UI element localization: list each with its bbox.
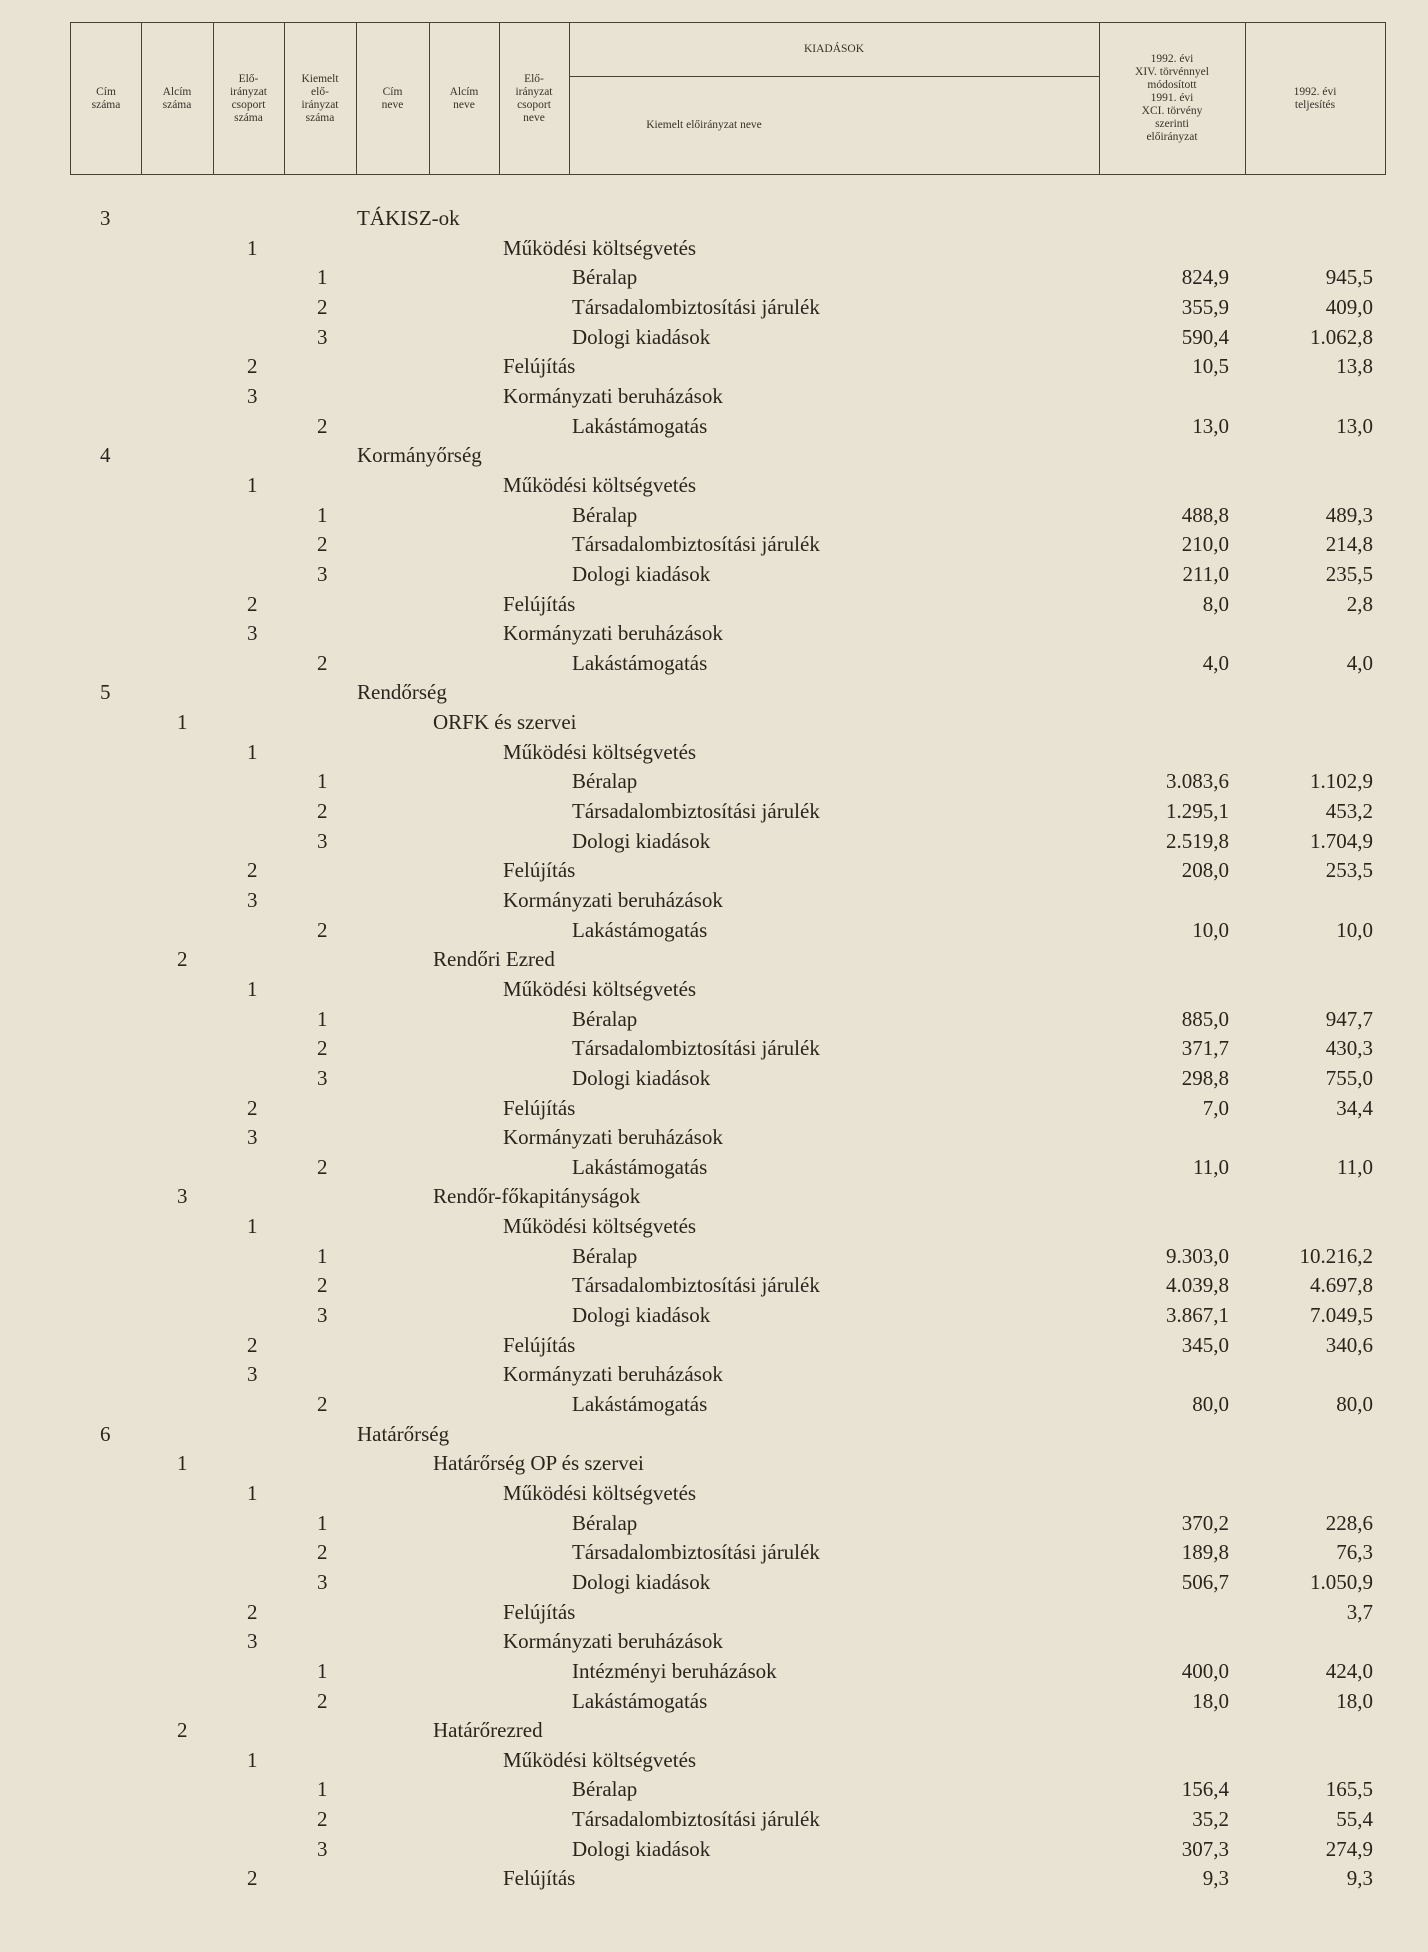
amount-1992: 235,5 xyxy=(1325,561,1373,586)
header-cim-szama: Cím száma xyxy=(91,85,121,111)
amount-1991: 156,4 xyxy=(1181,1777,1229,1802)
table-row xyxy=(0,945,1428,973)
amount-1992: 340,6 xyxy=(1325,1332,1373,1357)
row-number: 3 xyxy=(247,621,258,646)
row-number: 1 xyxy=(317,1510,328,1535)
row-name: Rendőrség xyxy=(357,680,447,705)
row-number: 3 xyxy=(317,1065,328,1090)
amount-1992: 4.697,8 xyxy=(1310,1273,1373,1298)
row-name: Működési költségvetés xyxy=(503,472,697,497)
row-name: Működési költségvetés xyxy=(503,976,697,1001)
row-number: 2 xyxy=(317,1540,328,1565)
amount-1991: 10,0 xyxy=(1192,917,1229,942)
amount-1992: 253,5 xyxy=(1325,858,1373,883)
amount-1991: 3.867,1 xyxy=(1166,1303,1229,1327)
table-row xyxy=(0,649,1428,677)
header-cim-neve: Cím neve xyxy=(381,85,404,111)
header-kiemelt-eloiranyzat-szama: Kiemelt elő- irányzat száma xyxy=(301,72,339,124)
row-number: 1 xyxy=(247,1747,258,1772)
amount-1991: 590,4 xyxy=(1181,324,1229,349)
table-row xyxy=(0,412,1428,440)
amount-1991: 8,0 xyxy=(1202,591,1229,616)
row-number: 1 xyxy=(247,472,258,497)
table-row xyxy=(0,797,1428,825)
row-name: Béralap xyxy=(572,1006,638,1031)
row-number: 3 xyxy=(247,1629,258,1654)
table-row xyxy=(0,827,1428,855)
row-name: Társadalombiztosítási járulék xyxy=(572,1540,820,1565)
amount-1992: 274,9 xyxy=(1325,1836,1373,1861)
row-name: Kormányzati beruházások xyxy=(503,621,723,646)
row-number: 2 xyxy=(317,1036,328,1061)
table-row xyxy=(0,1479,1428,1507)
header-kiemelt-eloiranyzat-neve: Kiemelt előirányzat neve xyxy=(646,118,762,131)
row-name: Határőrség xyxy=(357,1421,450,1446)
amount-1992: 165,5 xyxy=(1325,1777,1373,1802)
row-number: 3 xyxy=(100,206,111,230)
row-name: Felújítás xyxy=(503,1866,576,1891)
table-row xyxy=(0,471,1428,499)
amount-1991: 4.039,8 xyxy=(1166,1273,1229,1298)
table-row xyxy=(0,1005,1428,1033)
amount-1991: 211,0 xyxy=(1182,561,1229,586)
table-row xyxy=(0,1123,1428,1151)
row-number: 1 xyxy=(317,1006,328,1031)
amount-1992: 1.062,8 xyxy=(1310,324,1373,349)
row-name: Dologi kiadások xyxy=(572,1065,711,1090)
row-name: TÁKISZ-ok xyxy=(357,206,460,230)
table-row xyxy=(0,1360,1428,1388)
row-name: Lakástámogatás xyxy=(572,413,708,438)
table-row xyxy=(0,1153,1428,1181)
row-number: 1 xyxy=(317,265,328,290)
table-row xyxy=(0,708,1428,736)
amount-1991: 13,0 xyxy=(1192,413,1229,438)
row-number: 2 xyxy=(247,1332,258,1357)
table-row xyxy=(0,1301,1428,1329)
amount-1991: 2.519,8 xyxy=(1166,828,1229,853)
table-row xyxy=(0,1094,1428,1122)
row-name: Béralap xyxy=(572,265,638,290)
amount-1991: 400,0 xyxy=(1181,1658,1229,1683)
row-name: Felújítás xyxy=(503,1599,576,1624)
row-name: Működési költségvetés xyxy=(503,1214,697,1239)
table-row xyxy=(0,1835,1428,1863)
table-row xyxy=(0,975,1428,1003)
row-number: 2 xyxy=(317,1807,328,1832)
amount-1991: 4,0 xyxy=(1202,650,1229,675)
row-number: 2 xyxy=(317,532,328,557)
table-row xyxy=(0,234,1428,262)
amount-1992: 80,0 xyxy=(1336,1392,1373,1416)
amount-1991: 11,0 xyxy=(1193,1154,1229,1179)
table-row xyxy=(0,1805,1428,1833)
row-name: Felújítás xyxy=(503,354,576,379)
amount-1991: 208,0 xyxy=(1181,858,1229,883)
amount-1992: 947,7 xyxy=(1325,1006,1373,1031)
amount-1991: 7,0 xyxy=(1202,1095,1229,1120)
row-name: Határőrezred xyxy=(433,1718,543,1743)
amount-1991: 18,0 xyxy=(1192,1688,1229,1713)
row-number: 3 xyxy=(317,828,328,853)
row-name: Dologi kiadások xyxy=(572,324,711,349)
row-name: Intézményi beruházások xyxy=(572,1658,777,1683)
amount-1992: 945,5 xyxy=(1325,265,1373,290)
row-name: Működési költségvetés xyxy=(503,739,697,764)
amount-1992: 10.216,2 xyxy=(1299,1243,1373,1268)
header-alcim-neve: Alcím neve xyxy=(449,85,479,111)
row-name: Társadalombiztosítási járulék xyxy=(572,1807,820,1832)
amount-1991: 35,2 xyxy=(1192,1807,1229,1832)
amount-1992: 3,7 xyxy=(1346,1599,1373,1624)
amount-1992: 1.102,9 xyxy=(1310,769,1373,794)
row-number: 2 xyxy=(177,1718,188,1743)
row-name: Béralap xyxy=(572,1777,638,1802)
amount-1992: 214,8 xyxy=(1325,532,1373,557)
row-number: 1 xyxy=(317,1658,328,1683)
row-number: 2 xyxy=(317,799,328,823)
row-name: Lakástámogatás xyxy=(572,1154,708,1179)
amount-1991: 824,9 xyxy=(1181,265,1229,290)
amount-1991: 371,7 xyxy=(1181,1036,1229,1061)
table-row xyxy=(0,1568,1428,1596)
amount-1992: 34,4 xyxy=(1336,1095,1373,1120)
amount-1992: 228,6 xyxy=(1325,1510,1373,1535)
header-eloiranyzat-csoport-neve: Elő- irányzat csoport neve xyxy=(515,72,553,124)
table-row xyxy=(0,1212,1428,1240)
row-name: Dologi kiadások xyxy=(572,828,711,853)
amount-1991: 345,0 xyxy=(1181,1332,1229,1357)
row-name: Lakástámogatás xyxy=(572,917,708,942)
table-row xyxy=(0,738,1428,766)
amount-1991: 885,0 xyxy=(1181,1006,1229,1031)
amount-1991: 210,0 xyxy=(1181,532,1229,557)
row-name: Lakástámogatás xyxy=(572,1392,708,1416)
table-row xyxy=(0,501,1428,529)
amount-1992: 11,0 xyxy=(1337,1154,1373,1179)
amount-1991: 355,9 xyxy=(1181,294,1229,319)
table-row xyxy=(0,263,1428,291)
amount-1992: 1.050,9 xyxy=(1310,1569,1373,1594)
table-row xyxy=(0,1034,1428,1062)
row-number: 2 xyxy=(247,1866,258,1891)
table-row xyxy=(0,441,1428,469)
row-number: 2 xyxy=(317,1688,328,1713)
amount-1991: 9.303,0 xyxy=(1166,1243,1229,1268)
amount-1992: 489,3 xyxy=(1325,502,1373,527)
table-row xyxy=(0,1449,1428,1477)
row-number: 2 xyxy=(177,947,188,972)
row-number: 1 xyxy=(247,1214,258,1239)
row-name: Dologi kiadások xyxy=(572,1569,711,1594)
table-row xyxy=(0,1775,1428,1803)
row-name: Működési költségvetés xyxy=(503,235,697,260)
row-name: Lakástámogatás xyxy=(572,650,708,675)
row-number: 1 xyxy=(317,502,328,527)
row-name: Társadalombiztosítási járulék xyxy=(572,532,820,557)
row-number: 4 xyxy=(100,443,111,468)
row-number: 2 xyxy=(317,1273,328,1298)
header-kiadasok: KIADÁSOK xyxy=(803,43,865,55)
header-1991-eloiranyzat: 1992. évi XIV. törvénnyel módosított 1991. évi XCI. törvény szerinti előirányzat xyxy=(1135,53,1209,143)
row-name: Határőrség OP és szervei xyxy=(433,1451,644,1476)
row-name: Kormányzati beruházások xyxy=(503,383,723,408)
row-number: 3 xyxy=(317,1836,328,1861)
row-name: Kormányzati beruházások xyxy=(503,1125,723,1150)
table-row xyxy=(0,1420,1428,1448)
row-number: 2 xyxy=(247,354,258,379)
table-row xyxy=(0,382,1428,410)
table-row xyxy=(0,530,1428,558)
row-name: Társadalombiztosítási járulék xyxy=(572,1036,820,1061)
row-name: Béralap xyxy=(572,502,638,527)
row-name: Dologi kiadások xyxy=(572,561,711,586)
table-row xyxy=(0,352,1428,380)
row-name: Dologi kiadások xyxy=(572,1303,711,1327)
row-number: 1 xyxy=(317,1777,328,1802)
row-name: Rendőr-főkapitányságok xyxy=(433,1184,641,1209)
row-number: 1 xyxy=(317,1243,328,1268)
amount-1991: 80,0 xyxy=(1192,1392,1229,1416)
table-row xyxy=(0,204,1428,232)
amount-1992: 2,8 xyxy=(1346,591,1373,616)
row-name: Rendőri Ezred xyxy=(433,947,555,972)
table-row xyxy=(0,1509,1428,1537)
table-row xyxy=(0,1746,1428,1774)
table-row xyxy=(0,1271,1428,1299)
amount-1992: 430,3 xyxy=(1325,1036,1373,1061)
row-name: Béralap xyxy=(572,1510,638,1535)
row-number: 1 xyxy=(177,710,188,734)
row-number: 2 xyxy=(317,917,328,942)
row-name: Kormányzati beruházások xyxy=(503,1362,723,1387)
table-row xyxy=(0,1182,1428,1210)
row-number: 1 xyxy=(247,976,258,1001)
row-name: ORFK és szervei xyxy=(433,710,577,734)
row-number: 2 xyxy=(317,1392,328,1416)
row-number: 1 xyxy=(247,739,258,764)
amount-1992: 424,0 xyxy=(1325,1658,1373,1683)
row-number: 1 xyxy=(247,1481,258,1505)
row-name: Béralap xyxy=(572,769,638,794)
row-number: 3 xyxy=(317,561,328,586)
amount-1992: 13,0 xyxy=(1336,413,1373,438)
row-number: 1 xyxy=(247,235,258,260)
amount-1992: 4,0 xyxy=(1346,650,1373,675)
row-number: 3 xyxy=(247,1362,258,1387)
amount-1992: 453,2 xyxy=(1325,799,1373,823)
row-number: 1 xyxy=(177,1451,188,1476)
table-row xyxy=(0,1627,1428,1655)
table-row xyxy=(0,619,1428,647)
table-row xyxy=(0,1657,1428,1685)
row-name: Működési költségvetés xyxy=(503,1481,697,1505)
amount-1992: 10,0 xyxy=(1336,917,1373,942)
row-number: 2 xyxy=(247,1095,258,1120)
amount-1991: 9,3 xyxy=(1202,1866,1229,1891)
row-name: Társadalombiztosítási járulék xyxy=(572,294,820,319)
header-alcim-szama: Alcím száma xyxy=(162,85,192,111)
table-row xyxy=(0,856,1428,884)
row-number: 2 xyxy=(317,294,328,319)
row-number: 3 xyxy=(317,1569,328,1594)
header-1992-teljesites: 1992. évi teljesítés xyxy=(1293,85,1337,111)
row-number: 3 xyxy=(317,324,328,349)
header-eloiranyzat-csoport-szama: Elő- irányzat csoport száma xyxy=(229,72,268,124)
amount-1991: 1.295,1 xyxy=(1166,799,1229,823)
row-number: 5 xyxy=(100,680,111,705)
row-number: 3 xyxy=(247,887,258,912)
amount-1991: 506,7 xyxy=(1181,1569,1229,1594)
row-name: Felújítás xyxy=(503,1095,576,1120)
amount-1992: 7.049,5 xyxy=(1310,1303,1373,1327)
row-number: 6 xyxy=(100,1421,111,1446)
amount-1991: 370,2 xyxy=(1181,1510,1229,1535)
row-number: 3 xyxy=(247,383,258,408)
row-name: Dologi kiadások xyxy=(572,1836,711,1861)
table-row xyxy=(0,1242,1428,1270)
table-row xyxy=(0,767,1428,795)
amount-1992: 55,4 xyxy=(1336,1807,1373,1832)
row-name: Kormányzati beruházások xyxy=(503,887,723,912)
row-name: Működési költségvetés xyxy=(503,1747,697,1772)
amount-1991: 307,3 xyxy=(1181,1836,1229,1861)
row-name: Felújítás xyxy=(503,591,576,616)
row-name: Társadalombiztosítási járulék xyxy=(572,799,820,823)
table-row xyxy=(0,1687,1428,1715)
row-number: 2 xyxy=(317,413,328,438)
amount-1991: 298,8 xyxy=(1181,1065,1229,1090)
table-row xyxy=(0,560,1428,588)
table-row xyxy=(0,323,1428,351)
row-number: 3 xyxy=(177,1184,188,1209)
table-row xyxy=(0,293,1428,321)
row-name: Kormányzati beruházások xyxy=(503,1629,723,1654)
table-row xyxy=(0,1716,1428,1744)
table-row xyxy=(0,916,1428,944)
row-name: Társadalombiztosítási járulék xyxy=(572,1273,820,1298)
row-name: Kormányőrség xyxy=(357,443,482,468)
row-number: 3 xyxy=(247,1125,258,1150)
table-row xyxy=(0,1598,1428,1626)
row-number: 2 xyxy=(317,650,328,675)
amount-1991: 189,8 xyxy=(1181,1540,1229,1565)
amount-1992: 1.704,9 xyxy=(1310,828,1373,853)
row-number: 3 xyxy=(317,1303,328,1327)
row-number: 2 xyxy=(247,1599,258,1624)
amount-1992: 76,3 xyxy=(1336,1540,1373,1565)
amount-1992: 755,0 xyxy=(1325,1065,1373,1090)
table-row xyxy=(0,1538,1428,1566)
table-row xyxy=(0,886,1428,914)
amount-1992: 18,0 xyxy=(1336,1688,1373,1713)
table-row xyxy=(0,1331,1428,1359)
amount-1991: 488,8 xyxy=(1181,502,1229,527)
row-name: Béralap xyxy=(572,1243,638,1268)
table-row xyxy=(0,678,1428,706)
row-number: 2 xyxy=(247,591,258,616)
row-number: 2 xyxy=(247,858,258,883)
row-number: 1 xyxy=(317,769,328,794)
amount-1992: 409,0 xyxy=(1325,294,1373,319)
amount-1992: 9,3 xyxy=(1346,1866,1373,1891)
table-row xyxy=(0,1064,1428,1092)
amount-1991: 3.083,6 xyxy=(1166,769,1229,794)
row-name: Lakástámogatás xyxy=(572,1688,708,1713)
row-number: 2 xyxy=(317,1154,328,1179)
table-row xyxy=(0,1390,1428,1418)
table-row xyxy=(0,590,1428,618)
table-row xyxy=(0,1864,1428,1892)
row-name: Felújítás xyxy=(503,1332,576,1357)
row-name: Felújítás xyxy=(503,858,576,883)
amount-1992: 13,8 xyxy=(1336,354,1373,379)
amount-1991: 10,5 xyxy=(1192,354,1229,379)
